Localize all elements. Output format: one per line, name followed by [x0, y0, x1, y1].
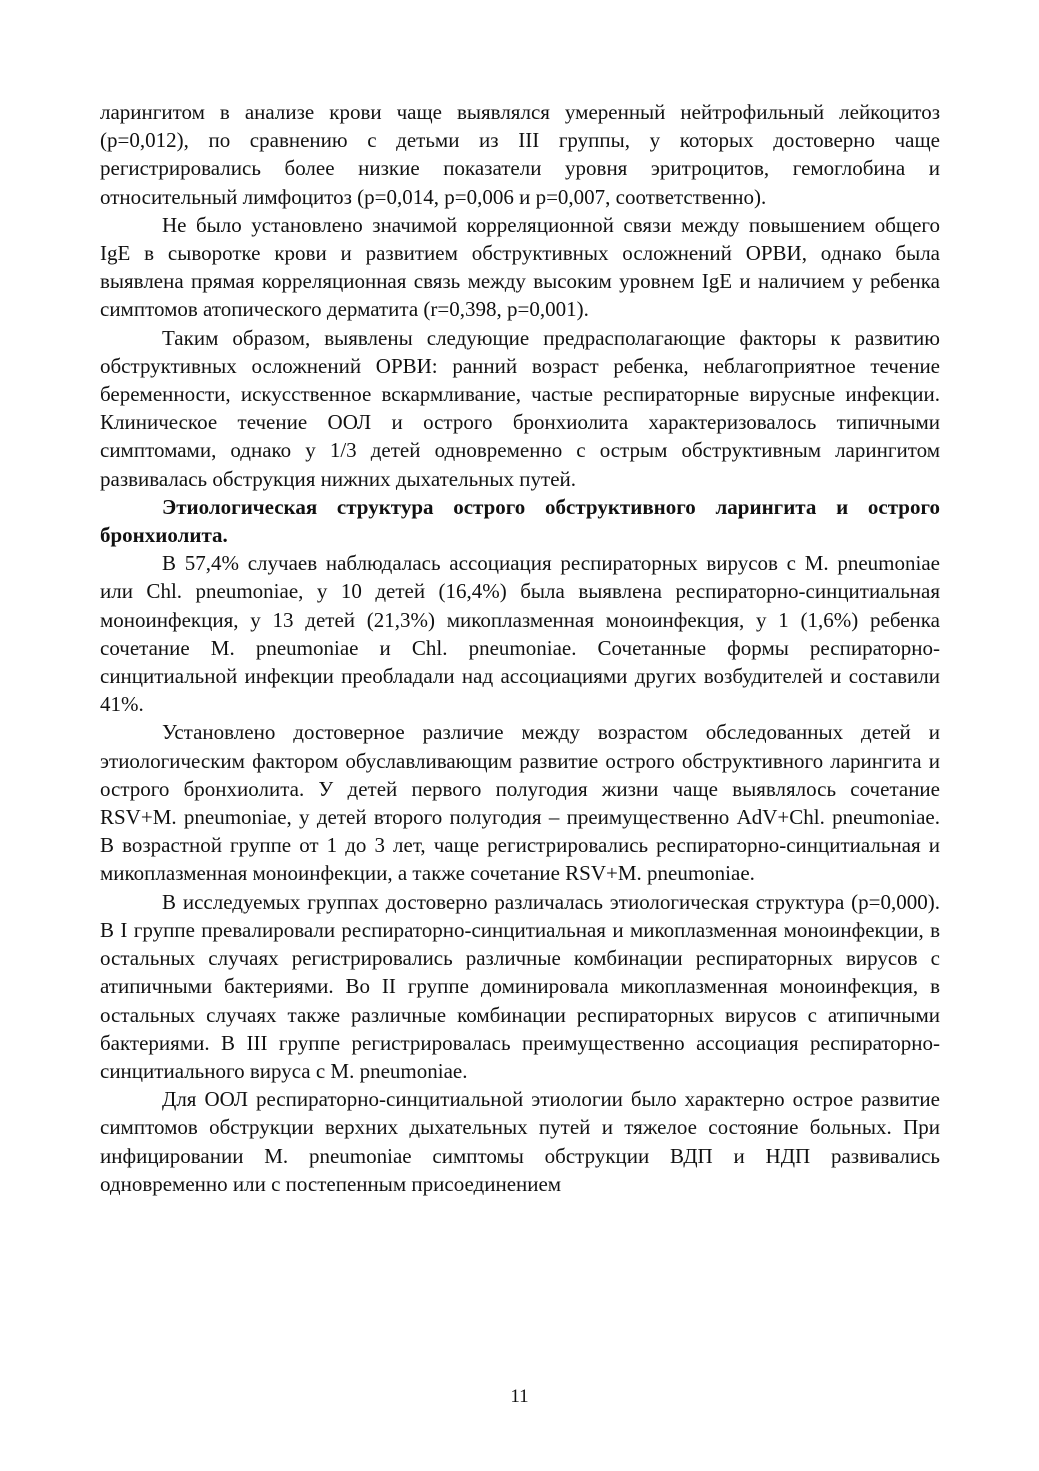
paragraph-risk-factors: Таким образом, выявлены следующие предрасполагающие факторы к развитию обструктивных осложнений ОРВИ: ранний возраст ребенка, неблагоприятное течение беременности, искусственное вскармливание, частые респираторные вирусные инфекции. Клиническое течение ООЛ и острого бронхиолита характеризовалось типичными симптомами, однако у 1/3 детей одновременно с острым обструктивным ларингитом развивалась обструкция нижних дыхательных путей. [100, 325, 940, 491]
paragraph-ool-rsv: Для ООЛ респираторно-синцитиальной этиологии было характерно острое развитие симптомов обструкции верхних дыхательных путей и тяжелое состояние больных. При инфицировании M. pneumoniae симптомы обструкции ВДП и НДП развивались одновременно или с постепенным присоединением [100, 1087, 940, 1196]
page-body [100, 98, 940, 1198]
page-number: 11 [510, 1386, 529, 1407]
paragraph-group-structure: В исследуемых группах достоверно различалась этиологическая структура (p=0,000). В I группе превалировали респираторно-синцитиальная и микоплазменная моноинфекции, в остальных случаях регистрировались различные комбинации респираторных вирусов с атипичными бактериями. Во II группе доминировала микоплазменная моноинфекция, в остальных случаях также различные комбинации респираторных вирусов с атипичными бактериями. В III группе регистрировалась преимущественно ассоциация респираторно-синцитиального вируса с M. pneumoniae. [100, 889, 940, 1083]
section-heading: Этиологическая структура острого обструктивного ларингита и острого бронхиолита. [100, 494, 940, 548]
paragraph-ige-correlation: Не было установлено значимой корреляционной связи между повышением общего IgE в сыворотке крови и развитием обструктивных осложнений ОРВИ, однако была выявлена прямая корреляционная связь между высоким уровнем IgE и наличием у ребенка симптомов атопического дерматита (r=0,398, p=0,001). [100, 212, 940, 322]
paragraph-continuation: ларингитом в анализе крови чаще выявлялся умеренный нейтрофильный лейкоцитоз (p=0,012), по сравнению с детьми из III группы, у которых достоверно чаще регистрировались более низкие показатели уровня эритроцитов, гемоглобина и относительный лимфоцитоз (p=0,014, p=0,006 и p=0,007, соответственно). [100, 100, 940, 209]
paragraph-etiology-distribution: В 57,4% случаев наблюдалась ассоциация респираторных вирусов с M. pneumoniae или Chl. pneumoniae, у 10 детей (16,4%) была выявлена респираторно-синцитиальная моноинфекция, у 13 детей (21,3%) микоплазменная моноинфекция, у 1 (1,6%) ребенка сочетание M. pneumoniae и Chl. pneumoniae. Сочетанные формы респираторно-синцитиальной инфекции преобладали над ассоциациями других возбудителей и составили 41%. [100, 551, 940, 717]
paragraph-age-etiology: Установлено достоверное различие между возрастом обследованных детей и этиологическим фактором обуславливающим развитие острого обструктивного ларингита и острого бронхиолита. У детей первого полугодия жизни чаще выявлялось сочетание RSV+M. pneumoniae, у детей второго полугодия – преимущественно AdV+Chl. pneumoniae. В возрастной группе от 1 до 3 лет, чаще регистрировались респираторно-синцитиальная и микоплазменная моноинфекции, а также сочетание RSV+M. pneumoniae. [100, 720, 940, 886]
